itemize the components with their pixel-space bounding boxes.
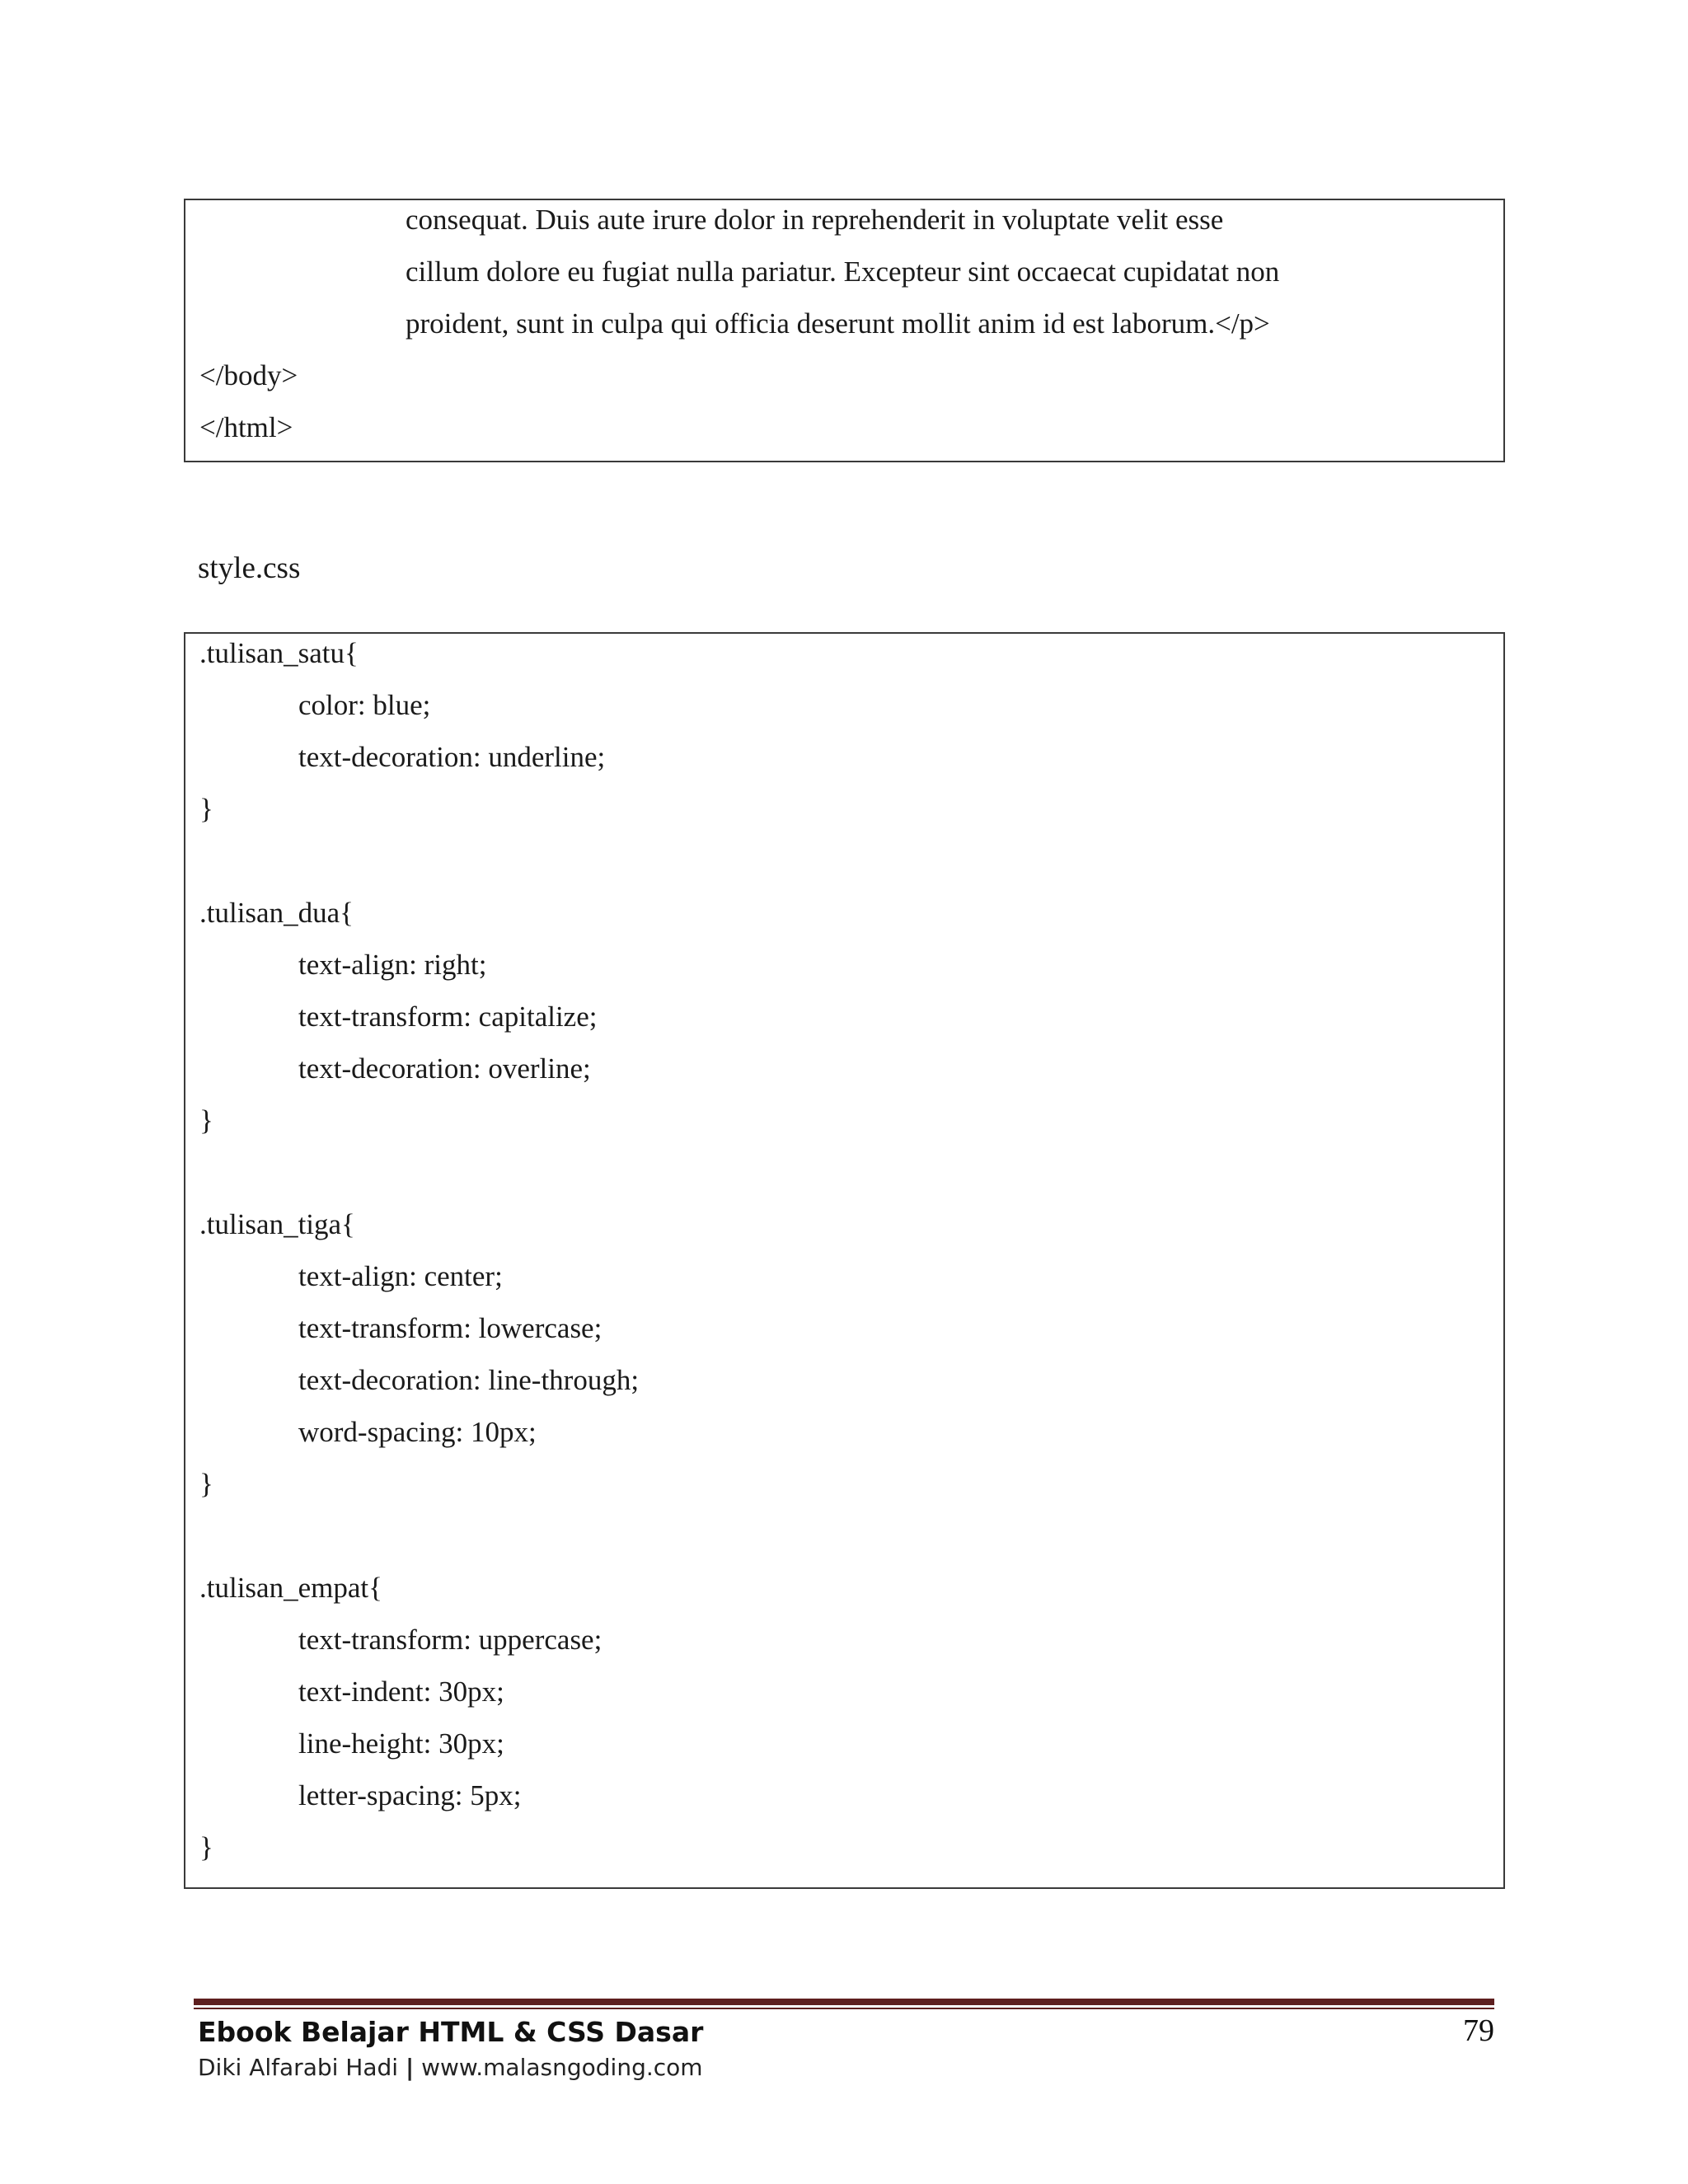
code-line: text-transform: uppercase; <box>298 1624 603 1656</box>
footer-credits <box>198 2052 703 2083</box>
code-line: .tulisan_dua{ <box>199 897 354 929</box>
code-line: text-align: center; <box>298 1260 503 1292</box>
code-line: text-decoration: underline; <box>298 741 606 773</box>
footer-author: Diki Alfarabi Hadi <box>198 2054 399 2081</box>
code-line: color: blue; <box>298 689 431 721</box>
code-line: word-spacing: 10px; <box>298 1416 537 1448</box>
code-line: line-height: 30px; <box>298 1727 504 1760</box>
css-code-box <box>184 632 1505 1889</box>
code-line: } <box>199 1468 213 1500</box>
code-line: letter-spacing: 5px; <box>298 1779 522 1811</box>
code-line: consequat. Duis aute irure dolor in reprehenderit in voluptate velit esse <box>406 204 1224 236</box>
footer-website: www.malasngoding.com <box>421 2054 703 2081</box>
code-line: .tulisan_satu{ <box>199 637 359 669</box>
code-line: } <box>199 793 213 825</box>
code-line: text-decoration: line-through; <box>298 1364 640 1396</box>
page-number: 79 <box>1463 2013 1494 2048</box>
footer-divider <box>194 1999 1494 2005</box>
footer-separator: | <box>405 2054 415 2081</box>
code-line: } <box>199 1831 213 1863</box>
code-line: text-indent: 30px; <box>298 1675 504 1708</box>
footer-divider-thin <box>194 2008 1494 2009</box>
code-line: text-transform: lowercase; <box>298 1312 603 1344</box>
html-code-box <box>184 199 1505 462</box>
code-line: </body> <box>199 359 298 391</box>
footer-book-title: Ebook Belajar HTML & CSS Dasar <box>198 2016 704 2048</box>
code-line: text-align: right; <box>298 949 487 981</box>
code-line: proident, sunt in culpa qui officia deserunt mollit anim id est laborum.</p> <box>406 307 1270 340</box>
code-line: </html> <box>199 411 293 443</box>
code-line: cillum dolore eu fugiat nulla pariatur. Excepteur sint occaecat cupidatat non <box>406 255 1280 288</box>
code-line: text-decoration: overline; <box>298 1052 591 1085</box>
code-line: } <box>199 1104 213 1137</box>
code-line: .tulisan_tiga{ <box>199 1208 355 1240</box>
code-line: text-transform: capitalize; <box>298 1001 598 1033</box>
code-line: .tulisan_empat{ <box>199 1572 382 1604</box>
css-file-label: style.css <box>198 551 301 585</box>
